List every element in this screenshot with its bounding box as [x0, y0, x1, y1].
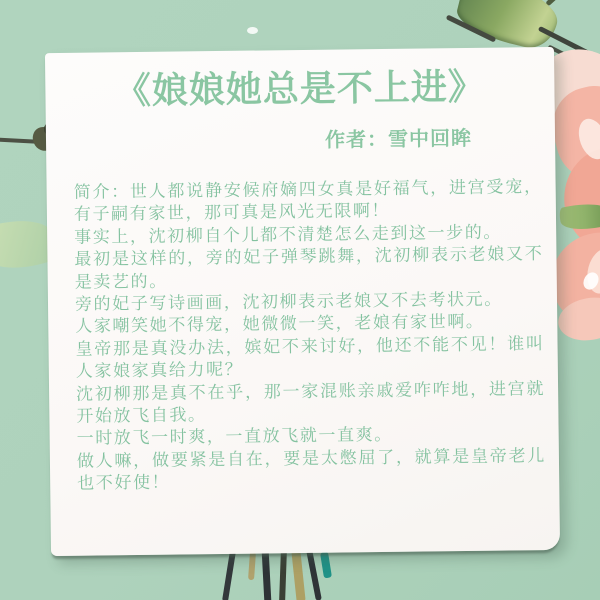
bottom-stem-icon	[279, 549, 287, 600]
bottom-stem-icon	[262, 549, 272, 600]
book-title: 《娘娘她总是不上进》	[114, 65, 486, 112]
synopsis-paragraph: 简介：世人都说静安候府嫡四女真是好福气，进宫受宠，有子嗣有家世，那可真是风光无限啊！	[73, 177, 543, 225]
synopsis-paragraph: 做人嘛，做要紧是自在，要是太憋屈了，就算是皇帝老儿也不好使！	[76, 445, 547, 494]
bottom-stem-icon	[291, 550, 305, 600]
paper-card	[45, 47, 560, 556]
synopsis-paragraph: 事实上，沈初柳自个儿都不清楚怎么走到这一步的。	[74, 222, 503, 247]
white-speck	[247, 27, 258, 34]
bottom-stem-icon	[222, 550, 236, 600]
synopsis-paragraph: 旁的妃子写诗画画，沈初柳表示老娘又不去考状元。	[74, 289, 503, 314]
synopsis-paragraph: 沈初柳那是真不在乎，那一家混账亲戚爱咋咋地，进宫就开始放飞自我。	[75, 378, 546, 426]
bottom-stem-icon	[306, 549, 322, 600]
bottom-stem-icon	[248, 552, 256, 580]
synopsis-paragraph: 一时放飞一时爽，一直放飞就一直爽。	[76, 425, 393, 449]
synopsis-paragraph: 皇帝那是真没办法，嫔妃不来讨好，他还不能不见！谁叫人家娘家真给力呢？	[75, 333, 545, 382]
synopsis-paragraph: 最初是这样的，旁的妃子弹琴跳舞，沈初柳表示老娘又不是卖艺的。	[74, 244, 544, 292]
bottom-stem-icon	[320, 552, 332, 579]
author-line: 作者：雪中回眸	[324, 127, 473, 152]
synopsis-paragraph: 人家嘲笑她不得宠，她微微一笑，老娘有家世啊。	[75, 312, 485, 337]
synopsis	[74, 176, 547, 495]
